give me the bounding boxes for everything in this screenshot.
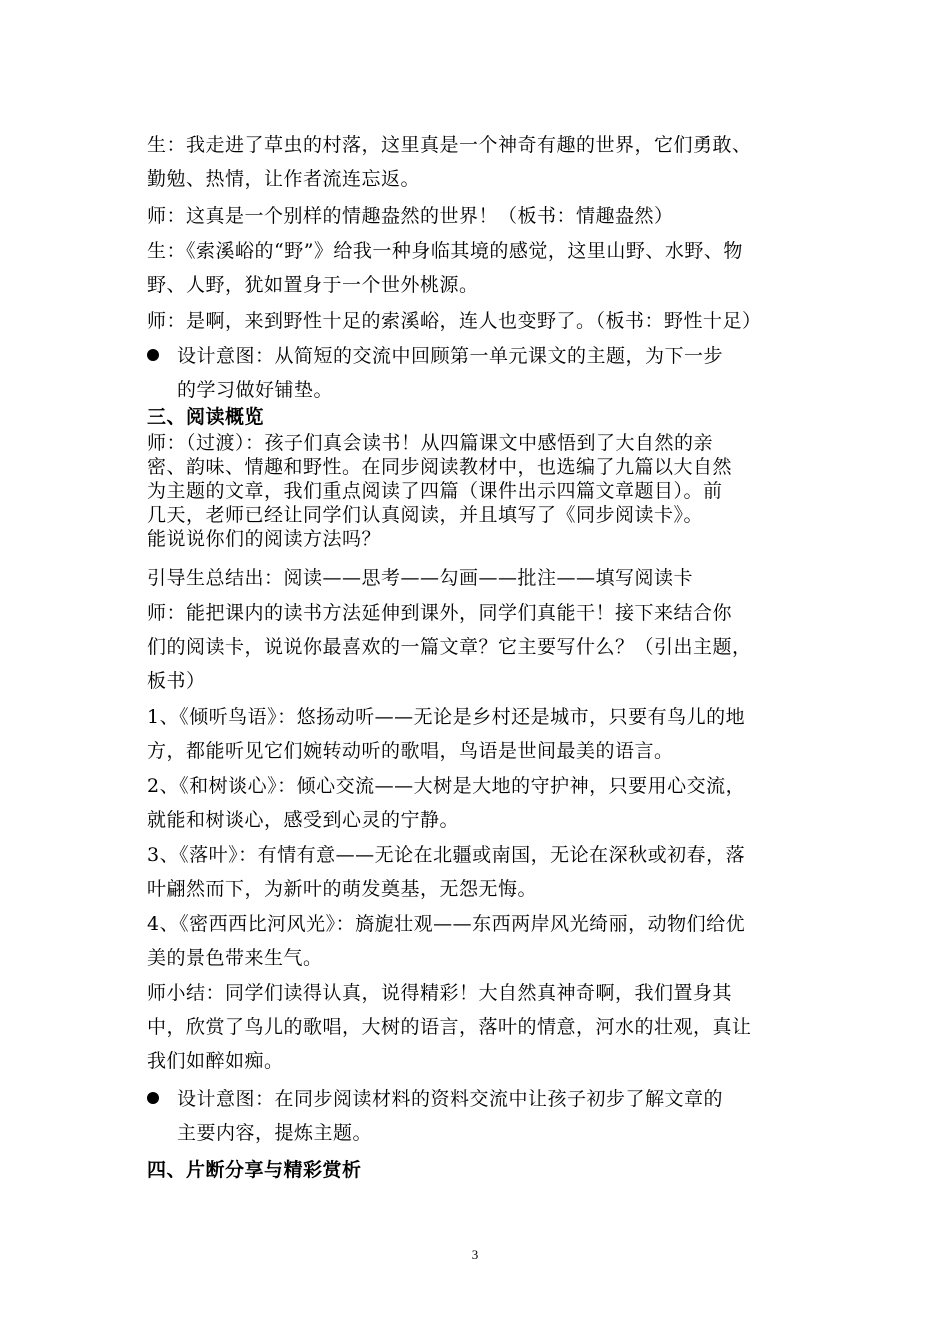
paragraph-student-insect-village [147,128,819,196]
text-line: 师小结：同学们读得认真，说得精彩！大自然真神奇啊，我们置身其 [147,982,733,1004]
bullet-dot-icon [147,1092,159,1104]
text-line: 生：我走进了草虫的村落，这里真是一个神奇有趣的世界，它们勇敢、 [147,134,752,156]
text-line: 的学习做好铺垫。 [177,379,334,401]
text-line: 1、《倾听鸟语》：悠扬动听——无论是乡村还是城市，只要有鸟儿的地 [147,706,746,728]
text-line: 就能和树谈心，感受到心灵的宁静。 [147,809,460,831]
text-line: 叶翩然而下，为新叶的萌发奠基，无怨无悔。 [147,878,538,900]
text-line: 几天，老师已经让同学们认真阅读，并且填写了《同步阅读卡》。 [147,504,704,526]
text-line: 设计意图：在同步阅读材料的资料交流中让孩子初步了解文章的 [177,1088,724,1110]
text-line: 师：能把课内的读书方法延伸到课外，同学们真能干！接下来结合你 [147,602,733,624]
paragraph-teacher-transition [147,431,819,551]
text-line: 师：这真是一个别样的情趣盎然的世界！（板书：情趣盎然） [147,205,674,227]
text-line: 设计意图：从简短的交流中回顾第一单元课文的主题，为下一步 [177,345,724,367]
bullet-dot-icon [147,349,159,361]
paragraph-teacher-extend [147,596,819,698]
bullet-text [177,1082,723,1150]
paragraph-teacher-summary [147,976,819,1078]
text-line: 能说说你们的阅读方法吗？ [147,528,382,550]
text-line: 勤勉、热情，让作者流连忘返。 [147,168,421,190]
text-line: 主要内容，提炼主题。 [177,1122,373,1144]
paragraph-teacher-wild [147,304,819,338]
paragraph-student-suoxiyu [147,234,819,302]
design-intent-bullet-2 [147,1082,819,1150]
text-line: 2、《和树谈心》：倾心交流——大树是大地的守护神，只要用心交流， [147,775,746,797]
text-line: 野、人野，犹如置身于一个世外桃源。 [147,274,479,296]
paragraph-reading-method [147,561,819,595]
text-line: 们的阅读卡，说说你最喜欢的一篇文章？它主要写什么？（引出主题， [147,636,752,658]
paragraph-teacher-interest [147,199,819,233]
bullet-text [177,339,723,407]
text-line: 师：（过渡）：孩子们真会读书！从四篇课文中感悟到了大自然的亲 [147,432,714,454]
text-line: 板书） [147,670,206,692]
text-line: 密、韵味、情趣和野性。在同步阅读教材中，也选编了九篇以大自然 [147,456,733,478]
text-line: 3、《落叶》：有情有意——无论在北疆或南国，无论在深秋或初春，落 [147,844,746,866]
text-line: 引导生总结出：阅读——思考——勾画——批注——填写阅读卡 [147,567,694,589]
design-intent-bullet-1 [147,339,819,407]
text-line: 我们如醉如痴。 [147,1050,284,1072]
list-item-leaves [147,838,819,906]
text-line: 为主题的文章，我们重点阅读了四篇（课件出示四篇文章题目）。前 [147,480,723,502]
text-line: 4、《密西西比河风光》：旖旎壮观——东西两岸风光绮丽，动物们给优 [147,913,746,935]
list-item-mississippi [147,907,819,975]
list-item-trees [147,769,819,837]
page-number: 3 [471,1247,479,1262]
text-line: 中，欣赏了鸟儿的歌唱，大树的语言，落叶的情意，河水的壮观，真让 [147,1016,752,1038]
section-heading-3: 三、阅读概览 [147,406,265,428]
section-heading-4: 四、片断分享与精彩赏析 [147,1159,362,1181]
text-line: 美的景色带来生气。 [147,947,323,969]
list-item-birdsong [147,700,819,768]
text-line: 方，都能听见它们婉转动听的歌唱，鸟语是世间最美的语言。 [147,740,674,762]
text-line: 师：是啊，来到野性十足的索溪峪，连人也变野了。（板书：野性十足） [147,310,762,332]
text-line: 生：《索溪峪的“野”》给我一种身临其境的感觉，这里山野、水野、物 [147,240,743,262]
